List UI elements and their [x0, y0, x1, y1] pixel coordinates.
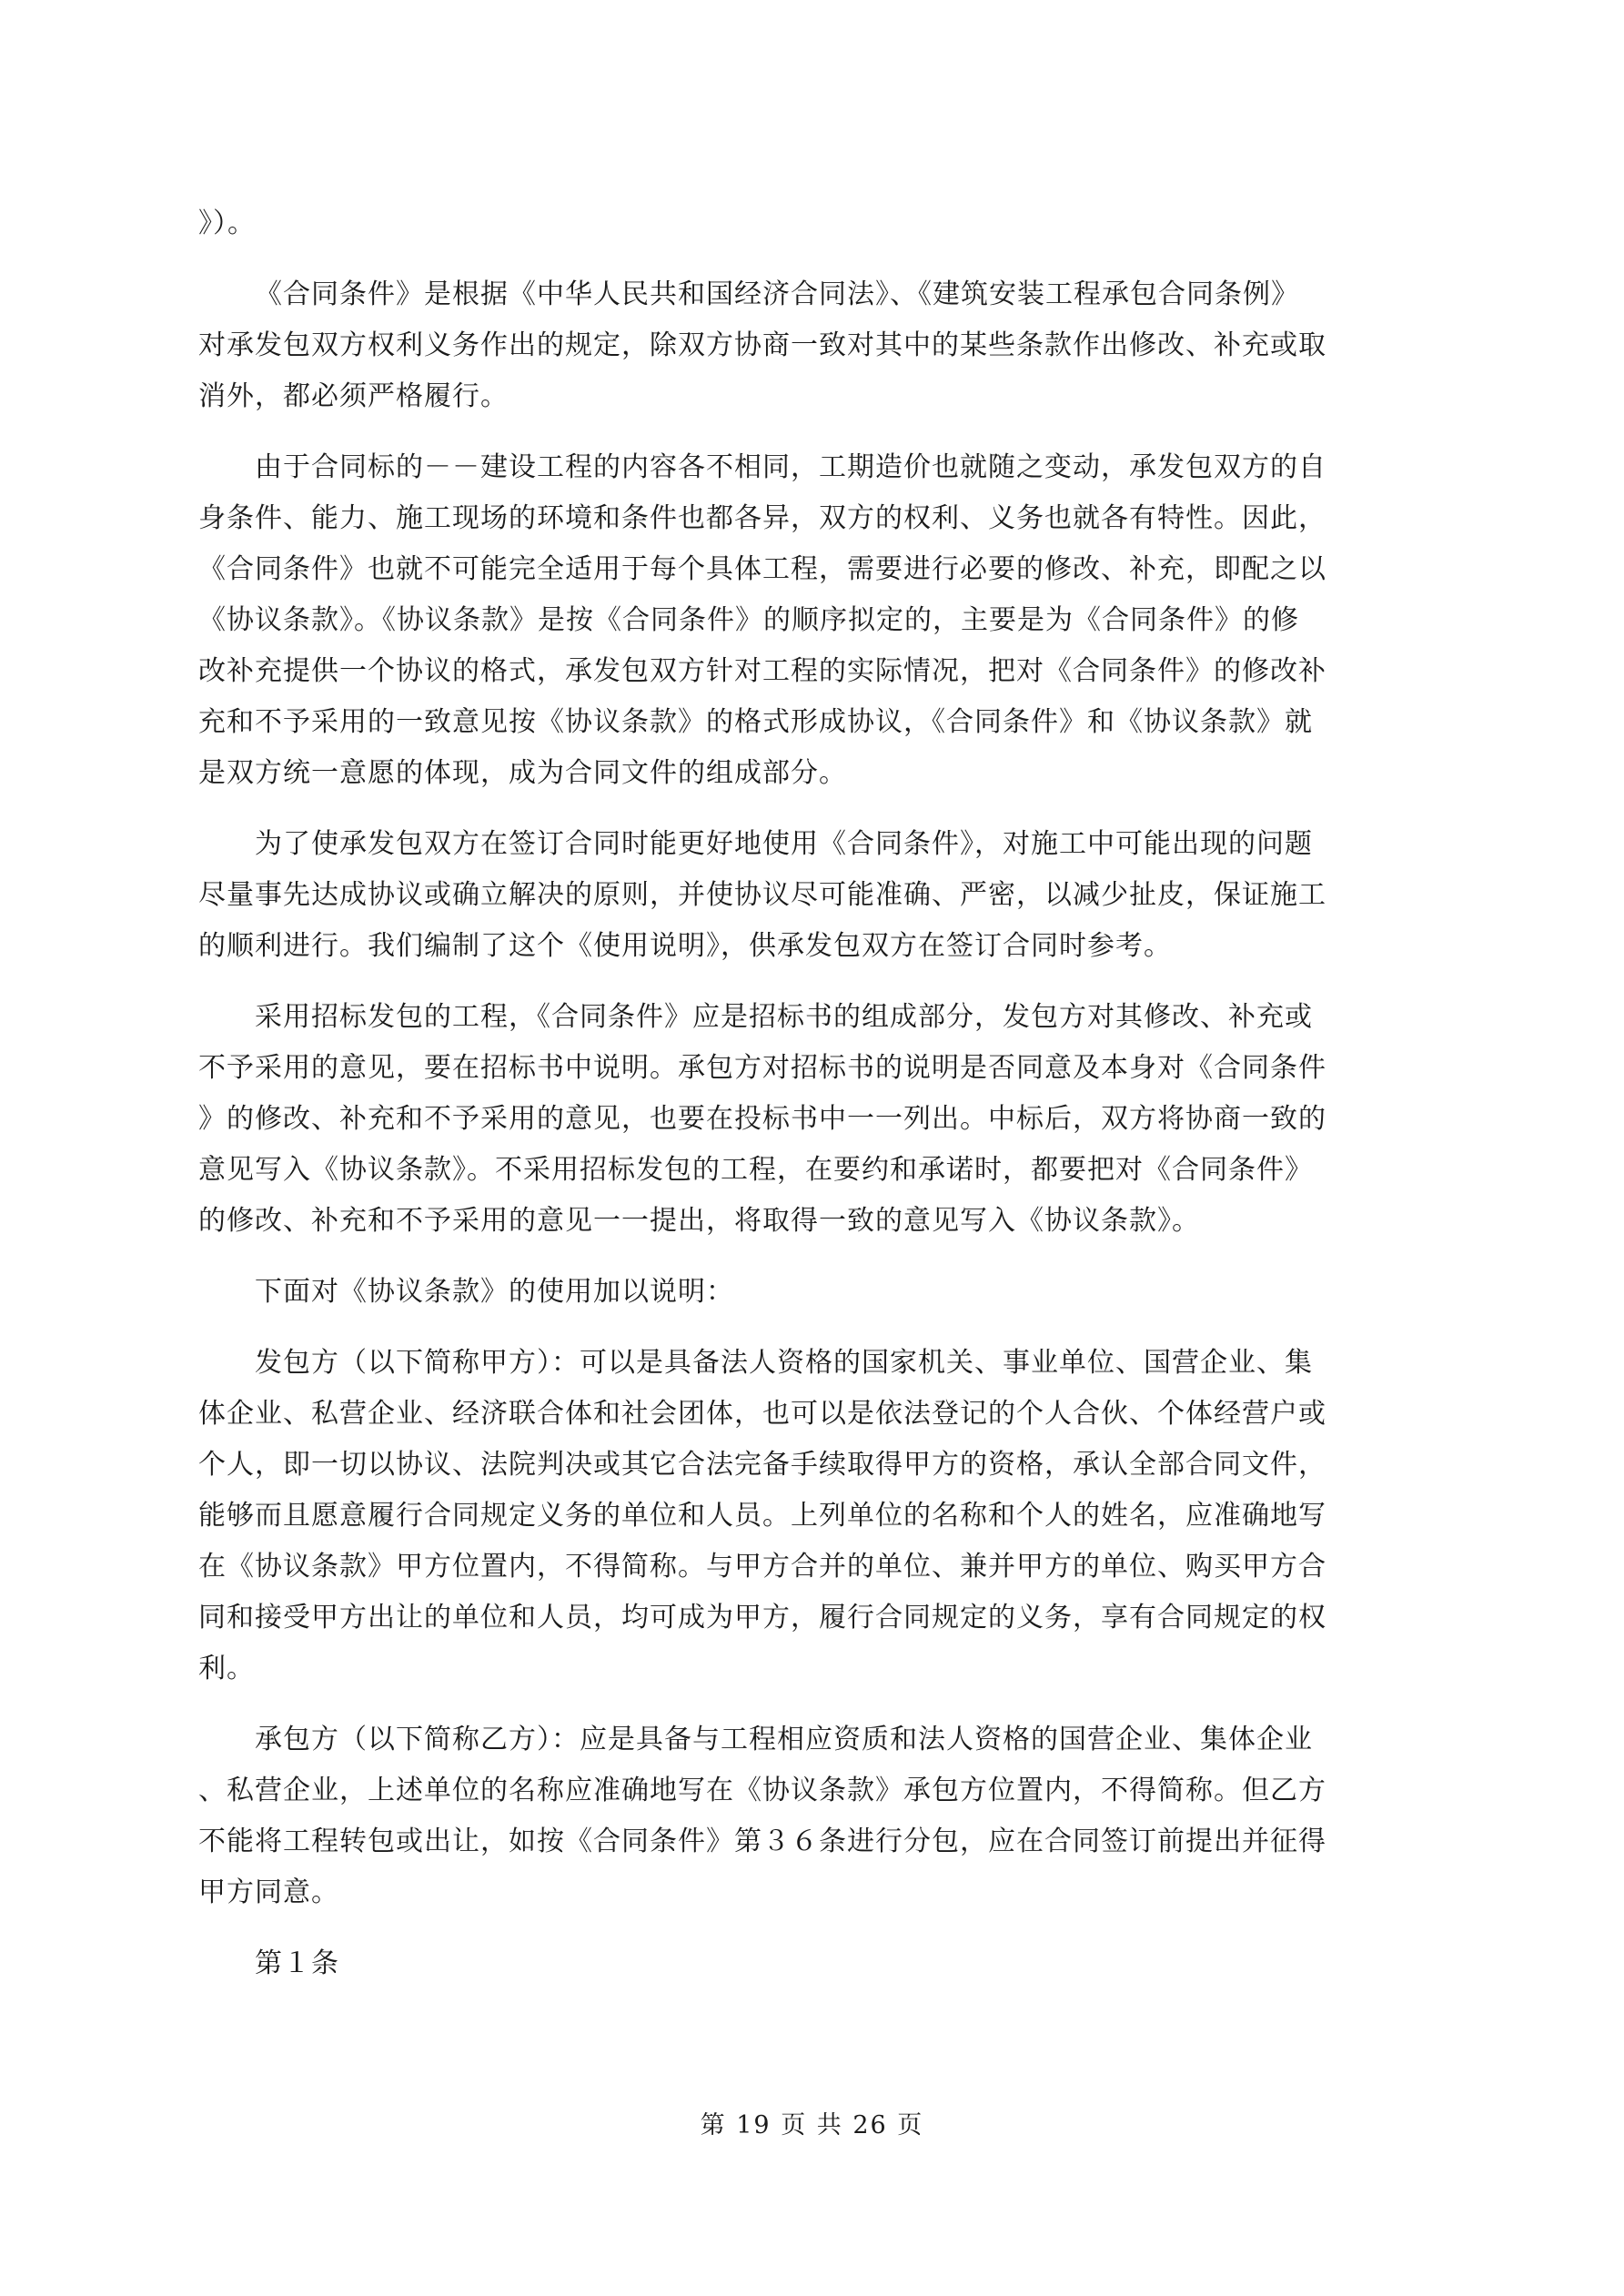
text-line: 体企业、私营企业、经济联合体和社会团体，也可以是依法登记的个人合伙、个体经营户或 [198, 1398, 1326, 1430]
document-body [198, 198, 1347, 1989]
text-line: 发包方（以下简称甲方）：可以是具备法人资格的国家机关、事业单位、国营企业、集 [255, 1347, 1313, 1379]
text-line: 改补充提供一个协议的格式，承发包双方针对工程的实际情况，把对《合同条件》的修改补 [198, 655, 1326, 687]
text-line: 意见写入《协议条款》。不采用招标发包的工程，在要约和承诺时，都要把对《合同条件》 [198, 1154, 1313, 1186]
paragraph-gap [198, 249, 1347, 269]
text-line: 》）。 [198, 207, 256, 239]
page-footer: 第 19 页 共 26 页 [700, 2111, 924, 2139]
text-line: 个人，即一切以协议、法院判决或其它合法完备手续取得甲方的资格，承认全部合同文件， [198, 1449, 1326, 1481]
paragraph-gap [198, 1247, 1347, 1267]
text-line: 的顺利进行。我们编制了这个《使用说明》，供承发包双方在签订合同时参考。 [198, 930, 1172, 962]
paragraph [198, 198, 1347, 249]
paragraph-gap [198, 1318, 1347, 1338]
paragraph [198, 1267, 1347, 1318]
paragraph [198, 819, 1347, 972]
text-line: 消外，都必须严格履行。 [198, 380, 509, 412]
text-line: 对承发包双方权利义务作出的规定，除双方协商一致对其中的某些条款作出修改、补充或取 [198, 329, 1326, 361]
text-line: 能够而且愿意履行合同规定义务的单位和人员。上列单位的名称和个人的姓名，应准确地写 [198, 1500, 1326, 1532]
text-line: 第１条 [255, 1947, 339, 1979]
text-line: 利。 [198, 1653, 255, 1684]
text-line: 尽量事先达成协议或确立解决的原则，并使协议尽可能准确、严密，以减少扯皮，保证施工 [198, 879, 1326, 911]
paragraph [198, 269, 1347, 422]
paragraph-gap [198, 1918, 1347, 1938]
text-line: 甲方同意。 [198, 1876, 339, 1908]
paragraph [198, 1714, 1347, 1918]
text-line: 的修改、补充和不予采用的意见一一提出，将取得一致的意见写入《协议条款》。 [198, 1205, 1200, 1237]
text-line: 承包方（以下简称乙方）：应是具备与工程相应资质和法人资格的国营企业、集体企业 [255, 1724, 1313, 1755]
text-line: 下面对《协议条款》的使用加以说明： [255, 1276, 734, 1308]
paragraph-gap [198, 422, 1347, 442]
paragraph [198, 992, 1347, 1247]
paragraph-gap [198, 799, 1347, 819]
paragraph [198, 442, 1347, 799]
text-line: 、私营企业，上述单位的名称应准确地写在《协议条款》承包方位置内，不得简称。但乙方 [198, 1775, 1326, 1806]
text-line: 《合同条件》也就不可能完全适用于每个具体工程，需要进行必要的修改、补充，即配之以 [198, 553, 1326, 585]
text-line: 在《协议条款》甲方位置内，不得简称。与甲方合并的单位、兼并甲方的单位、购买甲方合 [198, 1551, 1326, 1583]
text-line: 身条件、能力、施工现场的环境和条件也都各异，双方的权利、义务也就各有特性。因此， [198, 502, 1326, 534]
paragraph [198, 1938, 1347, 1989]
text-line: 同和接受甲方出让的单位和人员，均可成为甲方，履行合同规定的义务，享有合同规定的权 [198, 1602, 1326, 1633]
text-line: 不能将工程转包或出让，如按《合同条件》第３６条进行分包，应在合同签订前提出并征得 [198, 1826, 1326, 1857]
paragraph-gap [198, 972, 1347, 992]
paragraph [198, 1338, 1347, 1694]
text-line: 为了使承发包双方在签订合同时能更好地使用《合同条件》，对施工中可能出现的问题 [255, 828, 1313, 860]
text-line: 采用招标发包的工程，《合同条件》应是招标书的组成部分，发包方对其修改、补充或 [255, 1001, 1313, 1033]
text-line: 《合同条件》是根据《中华人民共和国经济合同法》、《建筑安装工程承包合同条例》 [255, 278, 1299, 310]
text-line: 是双方统一意愿的体现，成为合同文件的组成部分。 [198, 757, 847, 789]
text-line: 》的修改、补充和不予采用的意见，也要在投标书中一一列出。中标后，双方将协商一致的 [198, 1103, 1326, 1135]
text-line: 《协议条款》。《协议条款》是按《合同条件》的顺序拟定的，主要是为《合同条件》的修 [198, 604, 1299, 636]
text-line: 不予采用的意见，要在招标书中说明。承包方对招标书的说明是否同意及本身对《合同条件 [198, 1052, 1326, 1084]
text-line: 由于合同标的－－建设工程的内容各不相同，工期造价也就随之变动，承发包双方的自 [255, 451, 1326, 483]
paragraph-gap [198, 1694, 1347, 1714]
text-line: 充和不予采用的一致意见按《协议条款》的格式形成协议，《合同条件》和《协议条款》就 [198, 706, 1313, 738]
